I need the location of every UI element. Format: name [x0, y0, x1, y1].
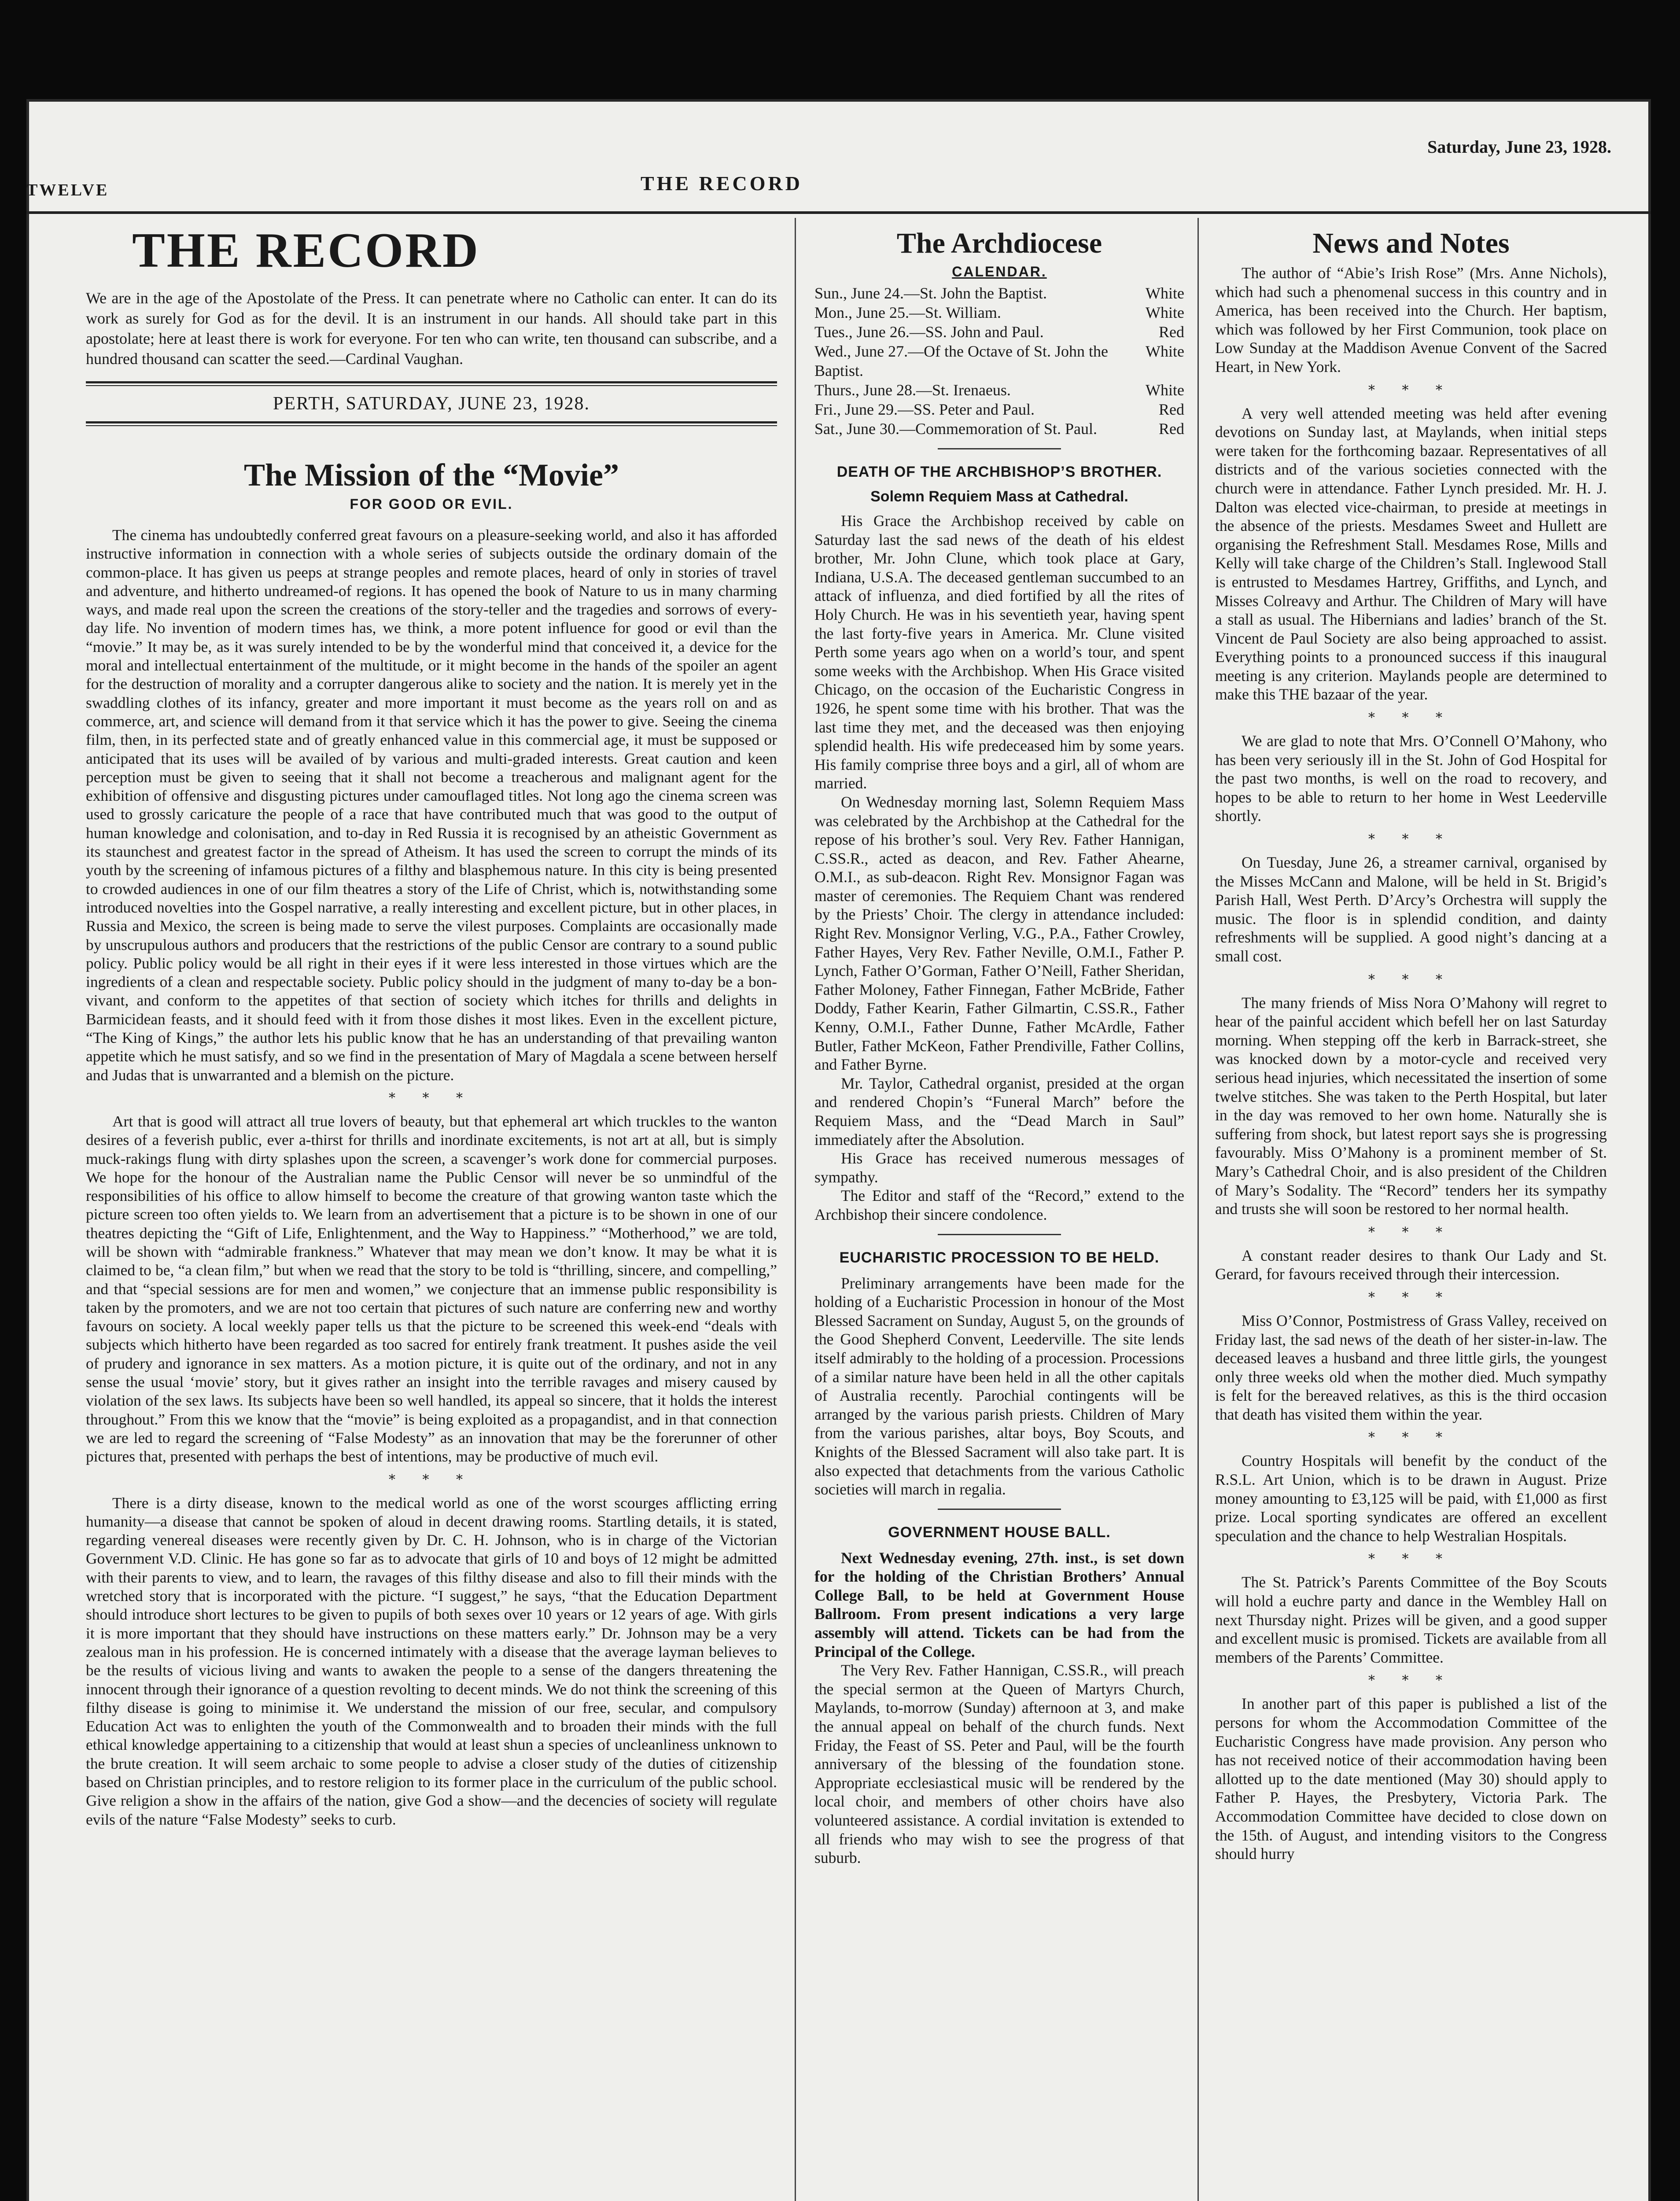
- ball-heading: GOVERNMENT HOUSE BALL.: [888, 1524, 1111, 1541]
- news-item: On Tuesday, June 26, a streamer carnival, organised by the Misses McCann and Malone, will be held in St. Brigid’s Parish Hall, West Perth. D’Arcy’s Orchestra will supply the music. The floor is in splendid condition, and dainty refreshments will be supplied. A good night’s dancing at a small cost.: [1215, 854, 1607, 965]
- news-item: In another part of this paper is published a list of the persons for whom the Accommodation Committee of the Eucharistic Congress have made provision. Any person who has not received notice of their accommodation having been allotted up to the date mentioned (May 30) should apply to Father P. Hayes, the Presbytery, Victoria Park. The Accommodation Committee have decided to close down on the 15th. of August, and intending visitors to the Congress should hurry: [1215, 1695, 1607, 1863]
- article-paragraph: His Grace has received numerous messages of sympathy.: [814, 1149, 1184, 1186]
- editorial-paragraph: The cinema has undoubtedly conferred great favours on a pleasure-seeking world, and also it has afforded instructive information in connection with a whole series of subjects outside the ordinary domain of the common-place. It has given us peeps at strange peoples and remote places, heard of only in stories of travel and adventure, and hitherto undreamed-of regions. It has opened the book of Nature to us in many charming ways, and made real upon the screen the creations of the story-teller and the tragedies and sorrows of every-day life. No invention of modern times has, we think, a more potent influence for good or evil than the “movie.” It may be, as it was surely intended to be by the wonderful mind that conceived it, a device for the moral and intellectual entertainment of the multitude, or it might become in the hands of the spoiler an agent for the destruction of morality and a corrupter dangerous alike to society and the nation. It is merely yet in the swaddling clothes of its infancy, greater and more important it must become as the years roll on and as commerce, art, and science will demand from it that service which it has the power to give. Seeing the cinema film, then, in its perfected state and of greatly enhanced value in this commercial age, it must be supposed or anticipated that its uses will be availed of by various and multi-graded interests. Great caution and keen perception must be given to seeing that it shall not become a treacherous and malignant agent for the exhibition of offensive and disgusting pictures under camouflaged titles. Not long ago the cinema screen was used to grossly caricature the people of a race that have contributed much that was good to the output of human knowledge and colonisation, and to-day in Red Russia it is recognised by an atheistic Government as its staunchest and greatest factor in the spread of Atheism. It has used the screen to corrupt the minds of its youth by the screening of infamous pictures of a filthy and blasphemous nature. In this city is being presented to crowded audiences in one of our film theatres a story of the Life of Christ, which is, notwithstanding some introduced novelties into the Gospel narrative, a really interesting and excellent picture, but in other places, in Russia and Mexico, the screen is being made to serve the vilest purposes. Complaints are occasionally made by unscrupulous authors and producers that the restrictions of the public Censor are contrary to a sound public policy. Public policy would be all right in their eyes if it were less interested in those virtues which are the ingredients of a clean and respectable society. Public policy should in the judgment of many to-day be a bon-vivant, and conform to the appetites of that section of society which itches for thrills and delights in Barmicidean feasts, and it should feed with it from those dishes it most likes. Even in the excellent picture, “The King of Kings,” the author lets his public know that he has an understanding of that prevailing wanton appetite which he must satisfy, and so we find in the presentation of Mary of Magdala a scene between herself and Judas that is unwarranted and a blemish on the picture.: [86, 526, 777, 1084]
- calendar-entry: Tues., June 26.—SS. John and Paul. Red: [814, 323, 1184, 341]
- header-rule: [26, 211, 1651, 214]
- news-item: A constant reader desires to thank Our Lady and St. Gerard, for favours received through their intercession.: [1215, 1246, 1607, 1283]
- calendar-entry: Mon., June 25.—St. William. White: [814, 304, 1184, 321]
- section-separator: * * *: [1368, 1673, 1454, 1689]
- article-paragraph: The Very Rev. Father Hannigan, C.SS.R., will preach the special sermon at the Queen of Martyrs Church, Maylands, to-morrow (Sunday) afternoon at 3, and make the annual appeal on behalf of the church funds. Next Friday, the Feast of SS. Peter and Paul, will be the fourth anniversary of the blessing of the foundation stone. Appropriate ecclesiastical music will be rendered by the local choir, and members of other choirs have also volunteered assistance. A cordial invitation is extended to all friends who may wish to see the progress of that suburb.: [814, 1661, 1184, 1867]
- section-rule: [938, 448, 1061, 449]
- news-item: A very well attended meeting was held after evening devotions on Sunday last, at Maylands, when initial steps were taken for the forthcoming bazaar. Representatives of all districts and of the various societies connected with the church were in attendance. Father Lynch presided. Mr. H. J. Dalton was elected vice-chairman, to preside at meetings in the absence of the priests. Mesdames Sweet and Hullett are organising the Refreshment Stall. Mesdames Rose, Mills and Kelly will take charge of the Children’s Stall. Inglewood Stall is entrusted to Mesdames Hartrey, Griffiths, and Lynch, and Misses Colreavy and Arthur. The Children of Mary will have a stall as usual. The Hibernians and ladies’ branch of the St. Vincent de Paul Society are also being approached to assist. Everything points to a pronounced success if this inaugural meeting is any criterion. Maylands people are determined to make this THE bazaar of the year.: [1215, 404, 1607, 703]
- news-item: Miss O’Connor, Postmistress of Grass Valley, received on Friday last, the sad news of the death of her sister-in-law. The deceased leaves a husband and three little girls, the youngest only three weeks old when the mother died. Much sympathy is felt for the bereaved relatives, as this is the third occasion that death has visited them within the year.: [1215, 1311, 1607, 1423]
- article-paragraph: The Editor and staff of the “Record,” extend to the Archbishop their sincere condolence.: [814, 1187, 1184, 1223]
- section-separator: * * *: [1368, 1289, 1454, 1305]
- calendar-entry: Thurs., June 28.—St. Irenaeus. White: [814, 381, 1184, 399]
- masthead-title: THE RECORD: [132, 223, 480, 278]
- column-divider: [1197, 218, 1199, 2201]
- ball-announcement: Next Wednesday evening, 27th. inst., is set down for the holding of the Christian Brothers’ Annual College Ball, to be held at Government House Ballroom. From present indications a very large assembly will attend. Tickets can be had from the Principal of the College.: [814, 1549, 1184, 1660]
- column-archdiocese: [814, 222, 1184, 1867]
- editorial-paragraph: There is a dirty disease, known to the medical world as one of the worst scourges afflicting erring humanity—a disease that cannot be spoken of aloud in decent drawing rooms. Startling details, it is stated, regarding venereal diseases were recently given by Dr. C. H. Johnson, who is in charge of the Victorian Government V.D. Clinic. He has gone so far as to advocate that girls of 10 and boys of 12 might be admitted with their parents to view, and to learn, the ravages of this filthy disease and also to fill their minds with the wretched story that is incorporated with the picture. “I suggest,” he says, “that the Education Department should introduce short lectures to be given to pupils of both sexes over 10 years or 12 years of age. With girls it is more important that they should have instructions on these matters early.” Dr. Johnson may be a very zealous man in his profession. He is concerned intimately with a disease that the average layman believes to be the results of vicious living and wants to awaken the people to a sense of the dangers threatening the innocent through their ignorance of a question revolting to decent minds. We do not think the screening of this filthy disease is going to minimise it. We understand the mission of our free, secular, and compulsory Education Act was to enlighten the youth of the Commonwealth and to broaden their minds with the full ethical knowledge appertaining to a citizenship that would at least shun a species of uncleanliness unknown to the brute creation. It will seem archaic to some people to advise a closer study of the duties of citizenship based on Christian principles, and to restore religion to its former place in the curriculum of the public school. Give religion a show in the affairs of the nation, give God a show—and the decencies of society will regulate evils of the nature “False Modesty” seeks to curb.: [86, 1494, 777, 1828]
- article-paragraph: His Grace the Archbishop received by cable on Saturday last the sad news of the death of his eldest brother, Mr. John Clune, which took place at Gary, Indiana, U.S.A. The deceased gentleman succumbed to an attack of influenza, and died fortified by all the rites of Holy Church. He was in his seventieth year, having spent the last forty-five years in America. Mr. Clune visited Perth some years ago when on a world’s tour, and spent some weeks with the Archbishop. When His Grace visited Chicago, on the occasion of the Eucharistic Congress in 1926, he spent some time with his brother. That was the last time they met, and the deceased was then enjoying splendid health. His wife predeceased him by some years. His family comprise three boys and a girl, all of whom are married.: [814, 512, 1184, 792]
- section-separator: * * *: [388, 1472, 475, 1487]
- column-news: [1215, 222, 1607, 1863]
- section-separator: * * *: [1368, 710, 1454, 726]
- news-item: The author of “Abie’s Irish Rose” (Mrs. Anne Nichols), which had such a phenomenal success in this country and in America, has been received into the Church. Her baptism, which was followed by her First Communion, took place on Low Sunday at the Maddison Avenue Convent of the Sacred Heart, in New York.: [1215, 264, 1607, 375]
- masthead-rule: [86, 381, 777, 386]
- news-item: The many friends of Miss Nora O’Mahony will regret to hear of the painful accident which befell her on last Saturday morning. When stepping off the kerb in Barrack-street, she was knocked down by a motor-cycle and received very serious head injuries, which necessitated the insertion of some twelve stitches. She was taken to the Perth Hospital, but later in the day was removed to her own home. Naturally she is suffering from shock, but latest report says she is progressing favourably. Miss O’Mahony is a prominent member of St. Mary’s Cathedral Choir, and is also president of the Children of Mary’s Sodality. The “Record” tenders her its sympathy and trusts she will soon be restored to her normal health.: [1215, 994, 1607, 1218]
- section-separator: * * *: [1368, 1224, 1454, 1240]
- masthead-quote: We are in the age of the Apostolate of the Press. It can penetrate where no Catholic can enter. It can do its work as surely for God as for the devil. It is an instrument in our hands. All should take part in this apostolate; here at least there is work for everyone. For ten who can write, ten thousand can subscribe, and a hundred thousand can scatter the seed.—Cardinal Vaughan.: [86, 289, 777, 368]
- liturgical-calendar: [814, 283, 1184, 438]
- dateline: PERTH, SATURDAY, JUNE 23, 1928.: [273, 394, 590, 414]
- editorial-title: The Mission of the “Movie”: [244, 457, 619, 493]
- section-separator: * * *: [1368, 972, 1454, 987]
- article-paragraph: Preliminary arrangements have been made for the holding of a Eucharistic Procession in honour of the Most Blessed Sacrament on Sunday, August 5, on the grounds of the Good Shepherd Convent, Leederville. The site lends itself admirably to the holding of a procession. Processions of a similar nature have been held in all the other capitals of Australia recently. Parochial contingents will be arranged by the various parish priests. Children of Mary from the various parishes, altar boys, Boy Scouts, and Knights of the Blessed Sacrament will also take part. It is also expected that detachments from the various Catholic societies will march in regalia.: [814, 1274, 1184, 1498]
- news-item: The St. Patrick’s Parents Committee of the Boy Scouts will hold a euchre party and dance in the Wembley Hall on next Thursday night. Prizes will be given, and a good supper and excellent music is promised. Tickets are available from all members of the Parents’ Committee.: [1215, 1573, 1607, 1666]
- calendar-entry: Sun., June 24.—St. John the Baptist. White: [814, 284, 1184, 302]
- column-editorial: [86, 222, 777, 1829]
- section-rule: [938, 1509, 1061, 1510]
- running-header: [26, 137, 1651, 207]
- section-separator: * * *: [388, 1090, 475, 1106]
- editorial-paragraph: Art that is good will attract all true lovers of beauty, but that ephemeral art which truckles to the wanton desires of a feverish public, ever a-thirst for thrills and inordinate excitements, is not art at all, but is simply muck-rakings flung with dirty splashes upon the screen, a scavenger’s work done for commercial purposes. We hope for the honour of the Australian name the Public Censor will never be so unmindful of the responsibilities of his office to allow himself to become the creature of that growing wanton taste which the picture screen too often yields to. We learn from an advertisement that a picture is to be shown in one of our theatres depicting the “Gift of Life, Enlightenment, and the Way to Happiness.” “Motherhood,” we are told, will be shown with “admirable frankness.” Whatever that may mean we don’t know. It may be what it is claimed to be, “a clean film,” but when we read that the story to be told is “thrilling, sincere, and compelling,” and that “special sessions are for men and women,” we conjecture that an immense public responsibility is taken by the promoters, and we are not too certain that pictures of such nature are conferring new and worthy favours on society. A local weekly paper tells us that the picture to be screened this week-end “deals with subjects which hitherto have been regarded as too sacred for entirely frank treatment. It pushes aside the veil of prudery and ignorance in sex matters. As a motion picture, it is quite out of the ordinary, and not in any sense the usual ‘movie’ story, but it gives rather an insight into the terrible ravages and misery caused by violation of the sex laws. Its subjects have been so well handled, its appeal so sincere, that it holds the interest throughout.” From this we know that the “movie” is being exploited as a propagandist, and in that connection we are led to regard the screening of “False Modesty” as an innovation that may be the forerunner of other pictures that, presented with perhaps the best of intentions, may be productive of much evil.: [86, 1112, 777, 1465]
- article-paragraph: On Wednesday morning last, Solemn Requiem Mass was celebrated by the Archbishop at the Cathedral for the repose of his brother’s soul. Very Rev. Father Hannigan, C.SS.R., acted as deacon, and Rev. Father Ahearne, O.M.I., as sub-deacon. Right Rev. Monsignor Fagan was master of ceremonies. The Requiem Chant was rendered by the Priests’ Choir. The clergy in attendance included: Right Rev. Monsignor Verling, V.G., P.A., Father Crowley, Father Hayes, Very Rev. Father Neville, O.M.I., Father P. Lynch, Father O’Gorman, Father O’Neill, Father Sheridan, Father Moloney, Father Finnegan, Father McBride, Father Doddy, Father Kearin, Father Gilmartin, C.SS.R., Father Kenny, O.M.I., Father Dunne, Father McArdle, Father Butler, Father McKeon, Father Prendiville, Father Collins, and Father Byrne.: [814, 793, 1184, 1074]
- section-separator: * * *: [1368, 832, 1454, 847]
- section-separator: * * *: [1368, 382, 1454, 398]
- calendar-entry: Sat., June 30.—Commemoration of St. Paul. Red: [814, 420, 1184, 438]
- news-title: News and Notes: [1312, 227, 1510, 259]
- article-paragraph: Mr. Taylor, Cathedral organist, presided at the organ and rendered Chopin’s “Funeral March” before the Requiem Mass, and the “Dead March in Saul” immediately after the Absolution.: [814, 1074, 1184, 1148]
- column-divider: [795, 218, 796, 2201]
- masthead-rule: [86, 421, 777, 426]
- section-rule: [938, 1234, 1061, 1235]
- page-number-label: TWELVE: [26, 181, 109, 199]
- death-subheading: Solemn Requiem Mass at Cathedral.: [870, 488, 1128, 505]
- running-date: Saturday, June 23, 1928.: [1427, 137, 1611, 157]
- section-separator: * * *: [1368, 1551, 1454, 1567]
- editorial-subtitle: FOR GOOD OR EVIL.: [350, 496, 513, 512]
- section-separator: * * *: [1368, 1430, 1454, 1446]
- newspaper-page: [26, 99, 1651, 2201]
- archdiocese-title: The Archdiocese: [896, 227, 1102, 259]
- calendar-entry: Fri., June 29.—SS. Peter and Paul. Red: [814, 401, 1184, 418]
- news-item: Country Hospitals will benefit by the conduct of the R.S.L. Art Union, which is to be drawn in August. Prize money amounting to £3,125 will be paid, with £1,000 as first prize. Local sporting syndicates are offered an excellent speculation and the chance to help Westralian Hospitals.: [1215, 1452, 1607, 1545]
- news-item: We are glad to note that Mrs. O’Connell O’Mahony, who has been very seriously ill in the St. John of God Hospital for the past two months, is well on the road to recovery, and hopes to be able to return to her home in West Leederville shortly.: [1215, 732, 1607, 825]
- death-heading: DEATH OF THE ARCHBISHOP’S BROTHER.: [836, 464, 1162, 480]
- calendar-heading: CALENDAR.: [952, 264, 1047, 280]
- eucharistic-heading: EUCHARISTIC PROCESSION TO BE HELD.: [839, 1249, 1160, 1266]
- running-title: THE RECORD: [641, 172, 803, 195]
- calendar-entry: Wed., June 27.—Of the Octave of St. John the Baptist. White: [814, 342, 1184, 379]
